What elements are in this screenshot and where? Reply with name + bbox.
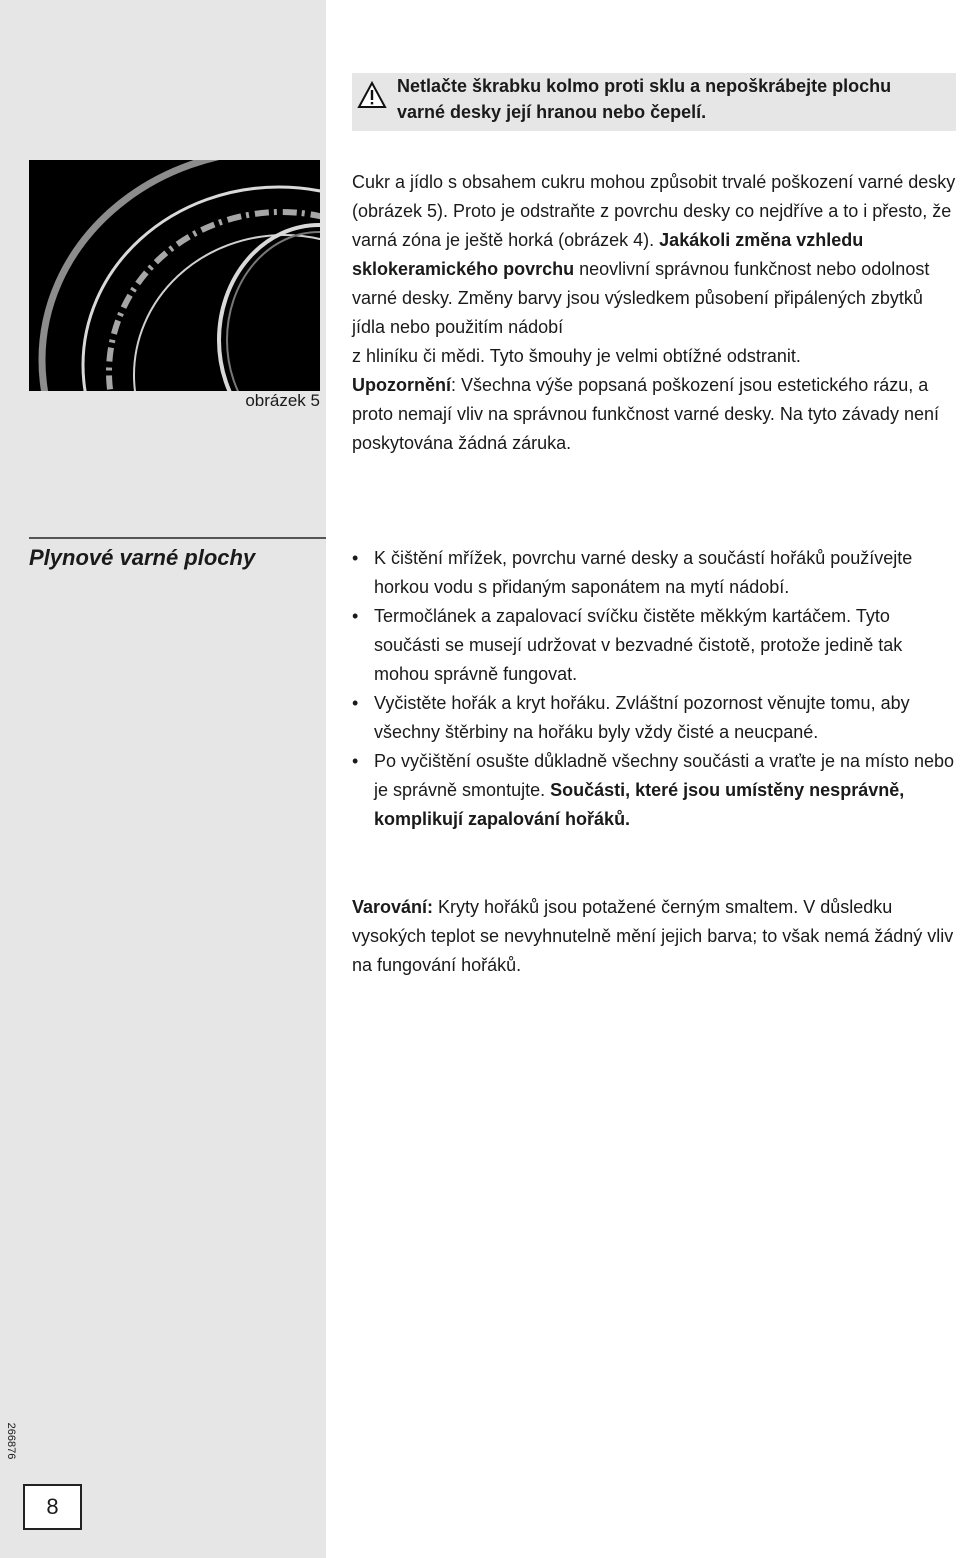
list-item-text: Po vyčištění osušte důkladně všechny součásti a vraťte je na místo nebo je správně smontujte.	[374, 751, 955, 800]
bullet-icon: •	[352, 693, 359, 713]
list-item-text: K čištění mřížek, povrchu varné desky a součástí hořáků používejte horkou vodu s přidaným saponátem na mytí nádobí.	[374, 548, 913, 597]
section-heading-gas: Plynové varné plochy	[29, 545, 256, 570]
notice-text: : Všechna výše popsaná poškození jsou estetického rázu, a proto nemají vliv na správnou funkčnost varné desky. Na tyto závady není poskytována žádná záruka.	[352, 375, 939, 453]
bullet-icon: •	[352, 606, 359, 626]
document-code	[4, 1418, 18, 1464]
warning-text: Netlačte škrabku kolmo proti sklu a nepoškrábejte plochu varné desky její hranou nebo čepelí.	[397, 76, 892, 122]
figure-burnt-residue-image	[29, 160, 320, 391]
ceramic-text-a: Cukr a jídlo s obsahem cukru mohou způsobit trvalé poškození varné desky (obrázek 5). Proto je odstraňte z povrchu desky co nejdříve a to i přesto, že varná zóna je ještě horká (obrázek 4).	[352, 172, 956, 250]
gas-cleaning-list	[352, 544, 956, 834]
ceramic-paragraph	[352, 168, 956, 458]
ceramic-text-d: z hliníku či mědi. Tyto šmouhy je velmi obtížné odstranit.	[352, 346, 801, 366]
ceramic-text-c: neovlivní správnou funkčnost nebo odolnost varné desky. Změny barvy jsou výsledkem působení připálených zbytků jídla nebo použitím nádobí	[352, 259, 930, 337]
ceramic-hob-rings-image	[29, 160, 320, 391]
bullet-icon: •	[352, 751, 359, 771]
ceramic-text-bold: Jakákoli změna vzhledu sklokeramického povrchu	[352, 230, 864, 279]
document-code-text: 266876	[5, 1422, 17, 1460]
bullet-icon: •	[352, 548, 359, 568]
warning-triangle-icon	[357, 81, 387, 109]
page-number: 8	[23, 1484, 82, 1530]
gas-warning-paragraph	[352, 893, 956, 980]
section-divider	[29, 537, 326, 539]
list-item-text: Termočlánek a zapalovací svíčku čistěte měkkým kartáčem. Tyto součásti se musejí udržovat v bezvadné čistotě, protože jedině tak mohou správně fungovat.	[374, 606, 903, 684]
list-item	[352, 602, 956, 689]
list-item	[352, 689, 956, 747]
figure-caption: obrázek 5	[245, 391, 320, 410]
list-item-text: Vyčistěte hořák a kryt hořáku. Zvláštní pozornost věnujte tomu, aby všechny štěrbiny na hořáku byly vždy čisté a neucpané.	[374, 693, 910, 742]
warning-label: Varování:	[352, 897, 434, 917]
warning-notice	[352, 73, 956, 131]
warning-paragraph-text: Kryty hořáků jsou potažené černým smaltem. V důsledku vysokých teplot se nevyhnutelně mění jejich barva; to však nemá žádný vliv na fungování hořáků.	[352, 897, 954, 975]
list-item-bold-text: Součásti, které jsou umístěny nesprávně, komplikují zapalování hořáků.	[374, 780, 905, 829]
list-item	[352, 544, 956, 602]
list-item	[352, 747, 956, 834]
notice-label: Upozornění	[352, 375, 451, 395]
